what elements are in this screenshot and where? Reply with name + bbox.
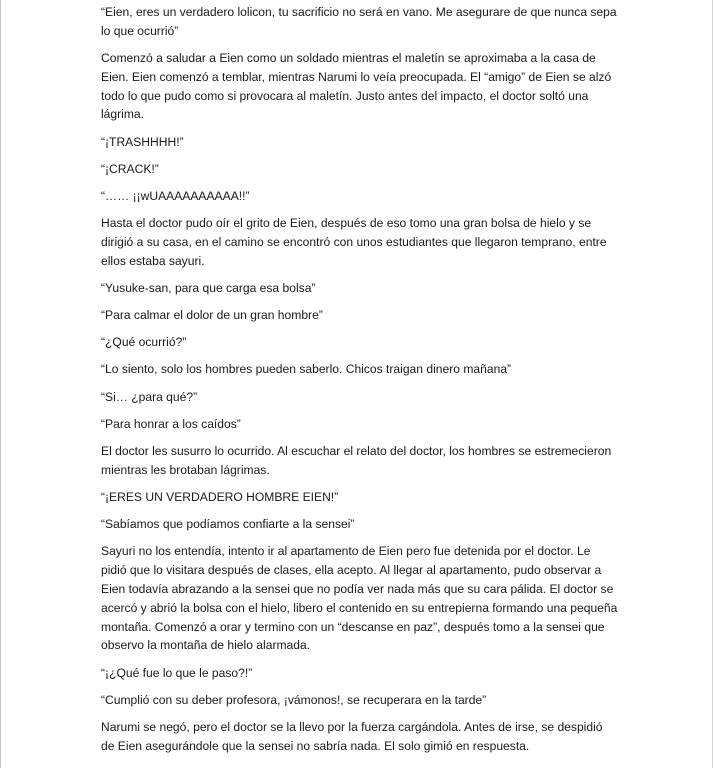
paragraph: “¡TRASHHHH!”: [101, 134, 184, 149]
paragraph: “…… ¡¡wUAAAAAAAAAA!!”: [101, 188, 250, 203]
paragraph: Comenzó a saludar a Eien como un soldado mientras el maletín se aproximaba a la casa de Eien. Eien comenzó a temblar, mientras Narumi lo veía preocupada. El “amigo” de Eien se alzó todo lo que pudo como si provocara al maletín. Justo antes del impacto, el doctor soltó una lágrima.: [101, 50, 612, 122]
paragraph: Narumi se negó, pero el doctor se la llevo por la fuerza cargándola. Antes de irse, se despidió de Eien asegurándole que la sensei no sabría nada. El solo gimió en respuesta.: [101, 719, 603, 753]
paragraph: “¡ERES UN VERDADERO HOMBRE EIEN!”: [101, 490, 339, 505]
paragraph: “Para calmar el dolor de un gran hombre”: [101, 308, 323, 323]
paragraph: El doctor les susurro lo ocurrido. Al escuchar el relato del doctor, los hombres se estremecieron mientras les brotaban lágrimas.: [101, 444, 612, 477]
paragraph: “Cumplió con su deber profesora, ¡vámonos!, se recuperara en la tarde”: [101, 692, 487, 707]
paragraph: “Si… ¿para qué?”: [101, 389, 198, 404]
paragraph: “¡CRACK!”: [101, 161, 159, 176]
paragraph: Hasta el doctor pudo oír el grito de Eien, después de eso tomo una gran bolsa de hielo y se dirigió a su casa, en el camino se encontró con unos estudiantes que llegaron temprano, entre ellos estaba sayuri.: [101, 216, 607, 268]
document-body: [101, 3, 618, 764]
paragraph: “¿Qué ocurrió?”: [101, 335, 187, 350]
paragraph: “Lo siento, solo los hombres pueden saberlo. Chicos traigan dinero mañana”: [101, 362, 512, 377]
paragraph: “Sabíamos que podíamos confiarte a la sensei”: [101, 517, 355, 532]
paragraph: Sayuri no los entendía, intento ir al apartamento de Eien pero fue detenida por el doctor. Le pidió que lo visitara después de clases, ella acepto. Al llegar al apartamento, pudo observar a Eien todavía abrazando a la sensei que no podía ver nada más que su cara pálida. El doctor se acercó y abrió la bolsa con el hielo, libero el contenido en su entrepierna formando una pequeña montaña. Comenzó a orar y termino con un “descanse en paz”, después tomo a la sensei que observo la montaña de hielo alarmada.: [101, 544, 618, 653]
paragraph: “Para honrar a los caídos”: [101, 416, 241, 431]
paragraph: “Yusuke-san, para que carga esa bolsa”: [101, 280, 316, 295]
page-left-edge: [0, 0, 1, 768]
paragraph: “Eien, eres un verdadero lolicon, tu sacrificio no será en vano. Me asegurare de que nunca sepa lo que ocurrió”: [101, 5, 617, 38]
paragraph: “¡¿Qué fue lo que le paso?!”: [101, 665, 253, 680]
